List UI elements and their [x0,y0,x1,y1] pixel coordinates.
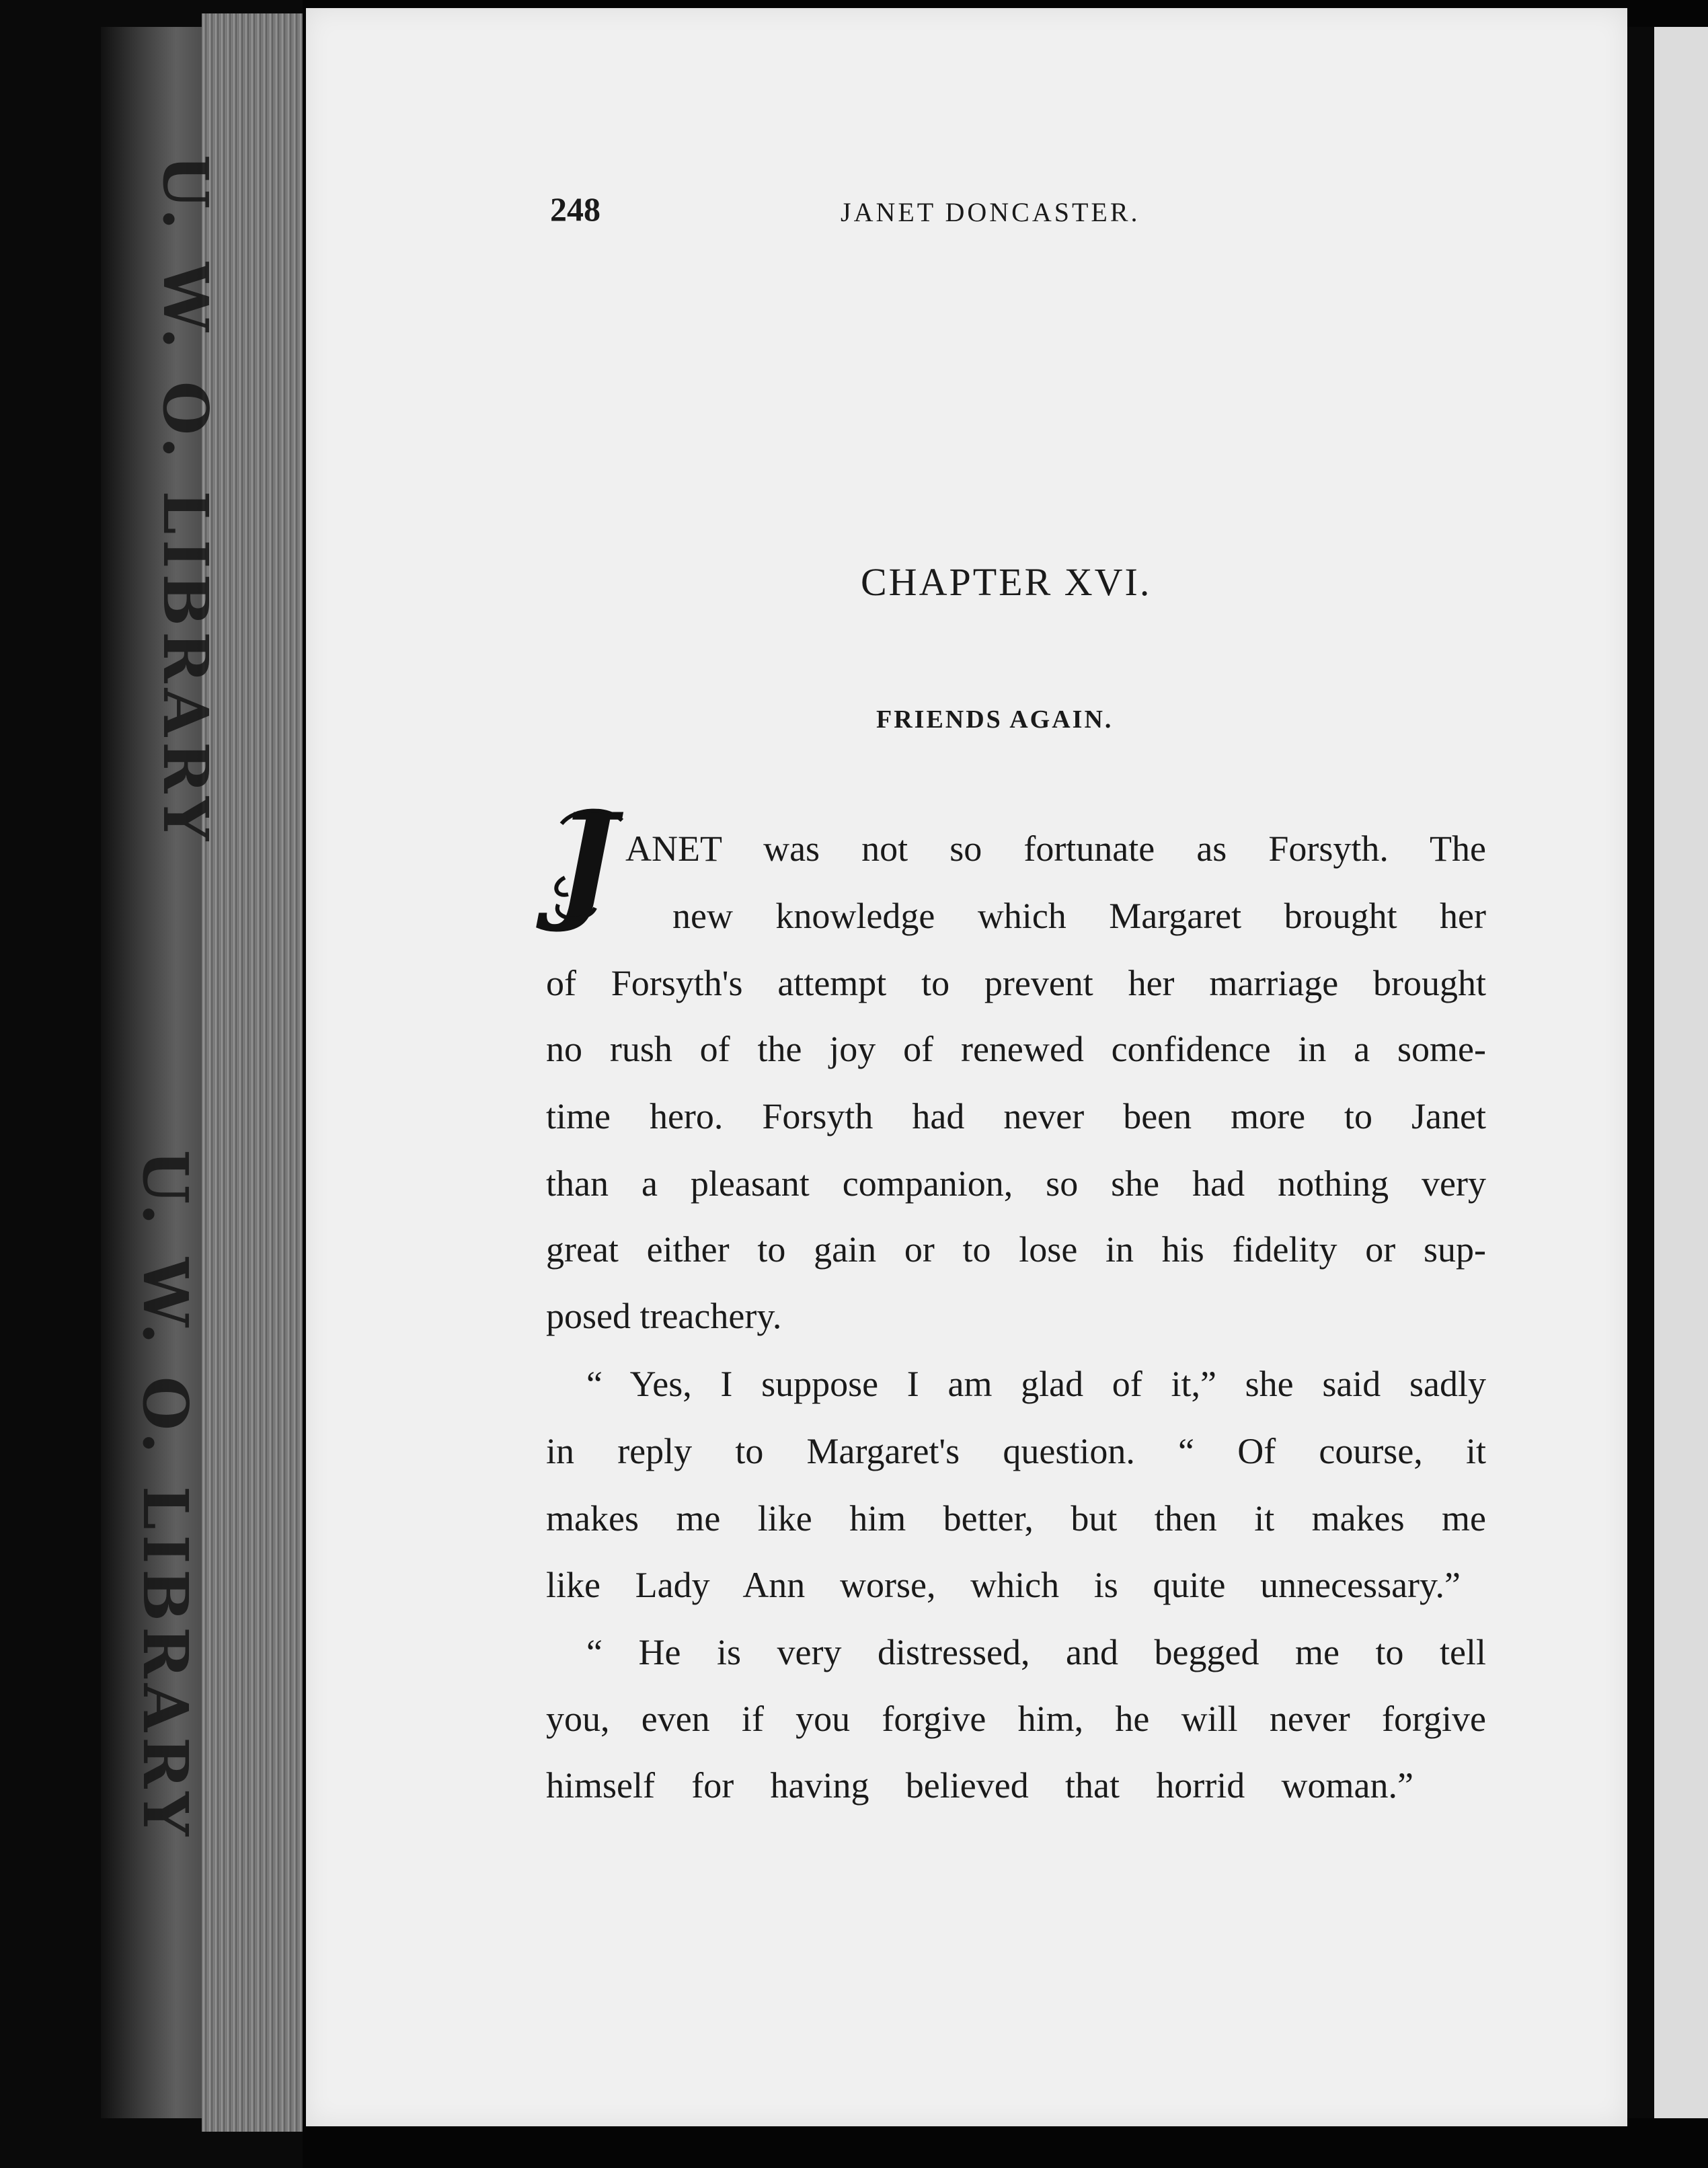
body-line: you, even if you forgive him, he will never forgive [546,1699,1486,1739]
body-line: great either to gain or to lose in his fidelity or sup- [546,1229,1486,1270]
body-line: ANET was not so fortunate as Forsyth. The [625,828,1486,869]
body-line: in reply to Margaret's question. “ Of course, it [546,1431,1486,1471]
body-line: posed treachery. [546,1296,782,1336]
ornamental-drop-cap: J [556,785,617,935]
body-line: than a pleasant companion, so she had nothing very [546,1163,1486,1204]
body-line: “ Yes, I suppose I am glad of it,” she said sadly [586,1364,1486,1404]
body-line: himself for having believed that horrid woman.” [546,1765,1413,1806]
body-line: no rush of the joy of renewed confidence in a some- [546,1029,1486,1069]
gutter-shadow [1627,27,1654,2118]
library-stamp-bottom: U. W. O. LIBRARY [129,1150,202,1842]
body-line: “ He is very distressed, and begged me to tell [586,1632,1486,1672]
body-line: of Forsyth's attempt to prevent her marriage brought [546,963,1486,1003]
body-line: like Lady Ann worse, which is quite unnecessary.” [546,1565,1461,1605]
chapter-title: FRIENDS AGAIN. [876,705,1114,734]
library-stamp-top: U. W. O. LIBRARY [149,155,222,847]
body-line: makes me like him better, but then it makes me [546,1498,1486,1539]
running-title: JANET DONCASTER. [841,197,1140,227]
page-number: 248 [550,190,600,228]
body-line: time hero. Forsyth had never been more to Janet [546,1096,1486,1136]
chapter-heading: CHAPTER XVI. [861,560,1152,604]
facing-page-sliver [1654,27,1708,2118]
body-line: new knowledge which Margaret brought her [672,896,1486,936]
